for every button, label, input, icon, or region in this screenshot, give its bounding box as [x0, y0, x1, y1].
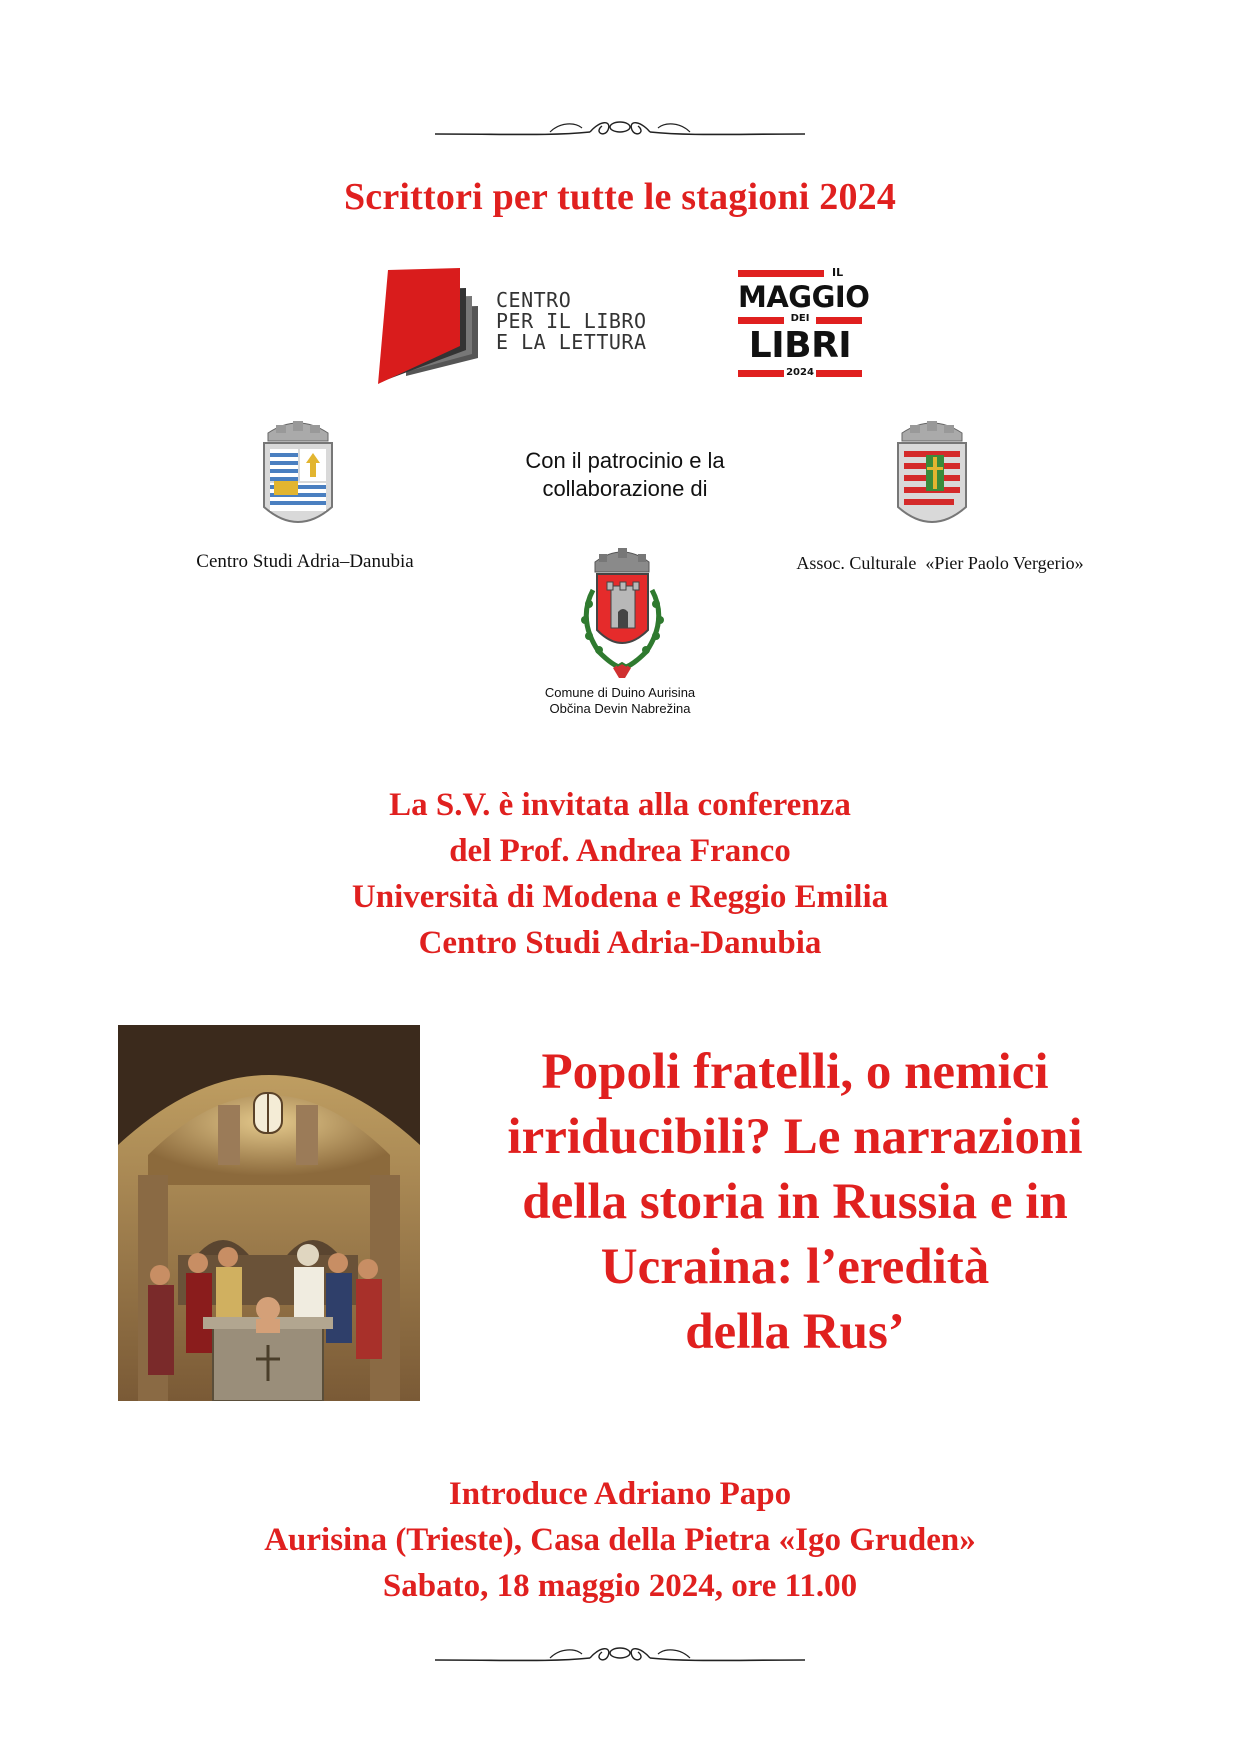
- patronage-line-1: Con il patrocinio e la: [525, 448, 725, 473]
- adria-danubia-crest: [258, 415, 338, 535]
- top-ornament: [430, 112, 810, 144]
- invitation-line-4: Centro Studi Adria-Danubia: [418, 925, 822, 961]
- talk-title-line-5: della Rus’: [685, 1304, 905, 1360]
- cepell-text: [496, 290, 647, 353]
- invitation-line-1: La S.V. è invitata alla conferenza: [389, 787, 851, 823]
- talk-title: [455, 1040, 1135, 1365]
- maggio-il: IL: [832, 266, 844, 279]
- invitation-line-3: Università di Modena e Reggio Emilia: [351, 879, 889, 915]
- cepell-logo: [378, 268, 678, 386]
- maggio-word: MAGGIO: [738, 280, 870, 314]
- comune-line-1: Comune di Duino Aurisina: [544, 685, 696, 700]
- vergerio-crest: [892, 415, 972, 535]
- comune-line-2: Občina Devin Nabrežina: [549, 701, 691, 716]
- maggio-dei-libri-logo: [738, 266, 870, 382]
- event-introducer: Introduce Adriano Papo: [448, 1476, 792, 1512]
- talk-title-line-4: Ucraina: l’eredità: [600, 1239, 990, 1295]
- invitation-block: [0, 782, 1240, 966]
- event-datetime: Sabato, 18 maggio 2024, ore 11.00: [382, 1568, 858, 1604]
- event-venue: Aurisina (Trieste), Casa della Pietra «Igo Gruden»: [264, 1522, 976, 1558]
- comune-duino-aurisina-crest: [565, 540, 680, 685]
- talk-title-line-3: della storia in Russia e in: [522, 1174, 1068, 1230]
- cepell-line-1: CENTRO: [496, 288, 572, 312]
- bottom-ornament: [430, 1638, 810, 1670]
- patronage-line-2: collaborazione di: [542, 476, 708, 501]
- cepell-book-icon: [378, 268, 493, 386]
- talk-title-line-2: irriducibili? Le narrazioni: [507, 1109, 1083, 1165]
- talk-title-line-1: Popoli fratelli, o nemici: [541, 1044, 1049, 1100]
- invitation-line-2: del Prof. Andrea Franco: [449, 833, 791, 869]
- adria-danubia-label: Centro Studi Adria–Danubia: [196, 551, 414, 572]
- patronage-text: [480, 447, 770, 503]
- comune-caption: [520, 685, 720, 717]
- event-info: [0, 1471, 1240, 1609]
- cepell-line-3: E LA LETTURA: [496, 330, 647, 354]
- vergerio-label: Assoc. Culturale «Pier Paolo Vergerio»: [796, 553, 1084, 573]
- maggio-dei: DEI: [790, 313, 810, 324]
- cepell-line-2: PER IL LIBRO: [496, 309, 647, 333]
- maggio-libri-word: LIBRI: [748, 325, 852, 366]
- series-title: Scrittori per tutte le stagioni 2024: [343, 176, 897, 218]
- baptism-painting-image: [118, 1025, 420, 1401]
- maggio-year: 2024: [786, 367, 814, 378]
